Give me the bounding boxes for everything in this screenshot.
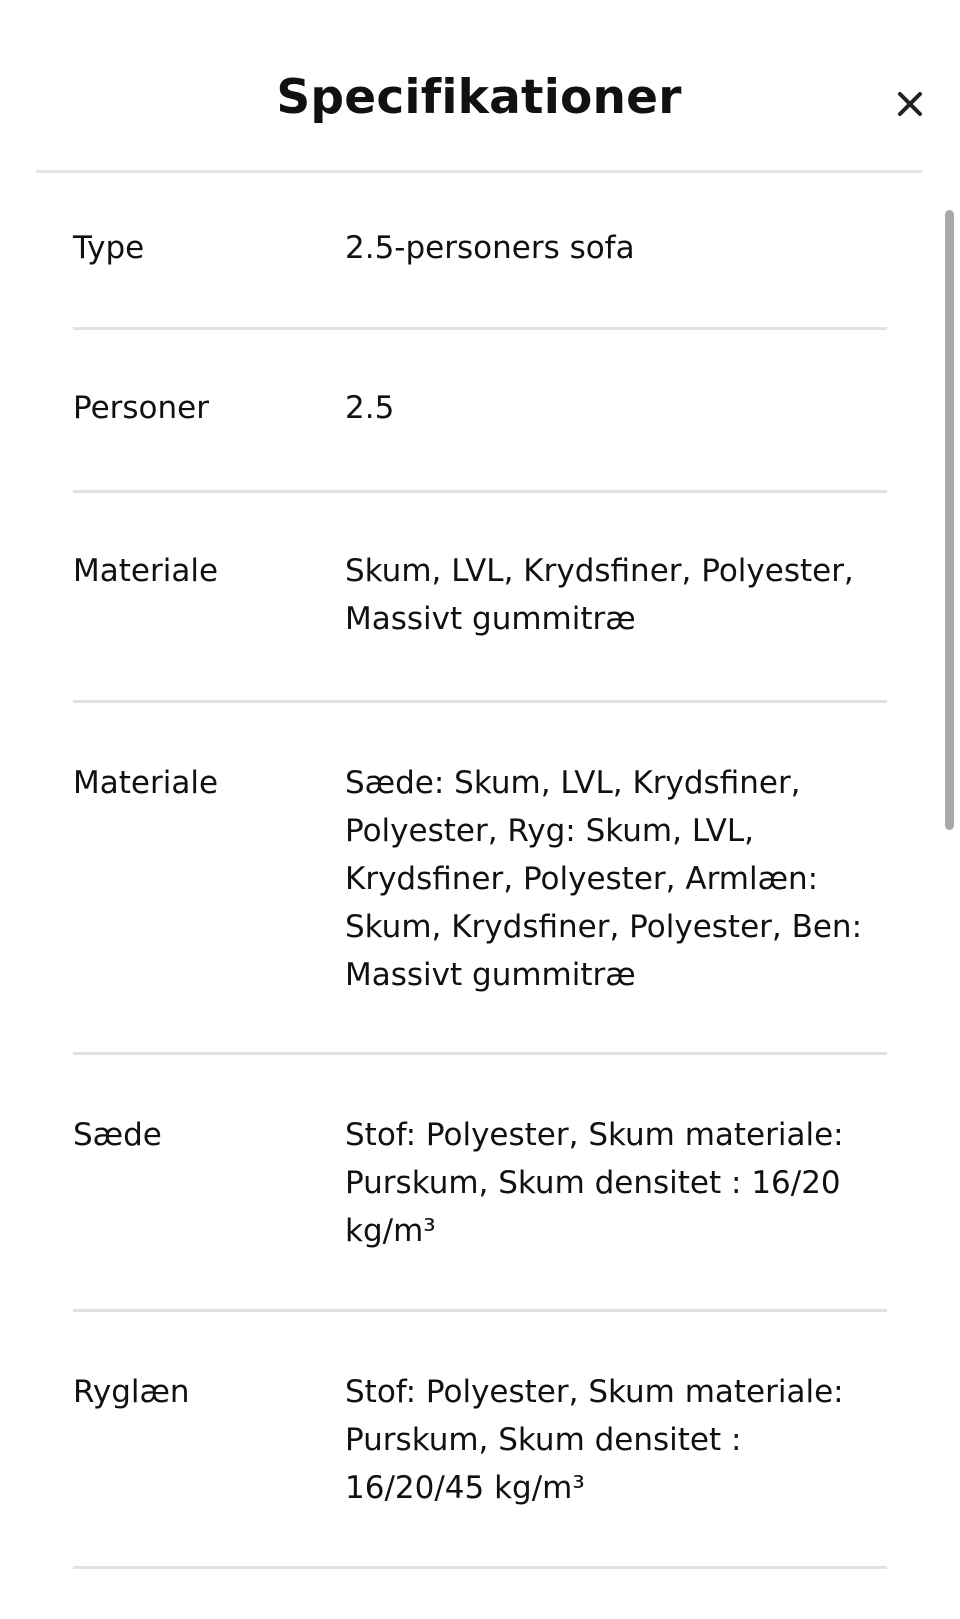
dialog-header — [36, 0, 922, 173]
spec-label: Sæde — [73, 1117, 162, 1153]
spec-label: Type — [73, 230, 145, 266]
spec-row-ryglaen — [73, 1312, 887, 1569]
spec-label: Ryglæn — [73, 1374, 190, 1410]
spec-value: Stof: Polyester, Skum materiale: Purskum, Skum densitet : 16/20/45 kg/m³ — [345, 1374, 844, 1506]
spec-row-personer — [73, 330, 887, 493]
specs-scroll-area[interactable] — [0, 173, 960, 1619]
spec-label: Materiale — [73, 553, 219, 589]
spec-row-materiale — [73, 493, 887, 703]
spec-row-type — [73, 173, 887, 330]
dialog-title: Specifikationer — [276, 70, 682, 125]
spec-value: 2.5-personers sofa — [345, 230, 635, 266]
spec-row-saede — [73, 1055, 887, 1312]
scrollbar-thumb[interactable] — [945, 210, 954, 830]
spec-value: Stof: Polyester, Skum materiale: Purskum, Skum densitet : 16/20 kg/m³ — [345, 1117, 844, 1249]
spec-value: Skum, LVL, Krydsfiner, Polyester, Massivt gummitræ — [345, 553, 854, 637]
spec-value: Sæde: Skum, LVL, Krydsfiner, Polyester, Ryg: Skum, LVL, Krydsfiner, Polyester, Armlæn: Skum, Krydsfiner, Polyester, Ben: Massivt gummitræ — [345, 765, 863, 993]
specs-table — [73, 173, 887, 1569]
spec-label: Materiale — [73, 765, 219, 801]
spec-value: 2.5 — [345, 390, 395, 426]
close-button[interactable] — [894, 88, 926, 120]
spec-label: Personer — [73, 390, 209, 426]
spec-row-materiale-detail — [73, 703, 887, 1055]
close-icon — [894, 88, 926, 120]
